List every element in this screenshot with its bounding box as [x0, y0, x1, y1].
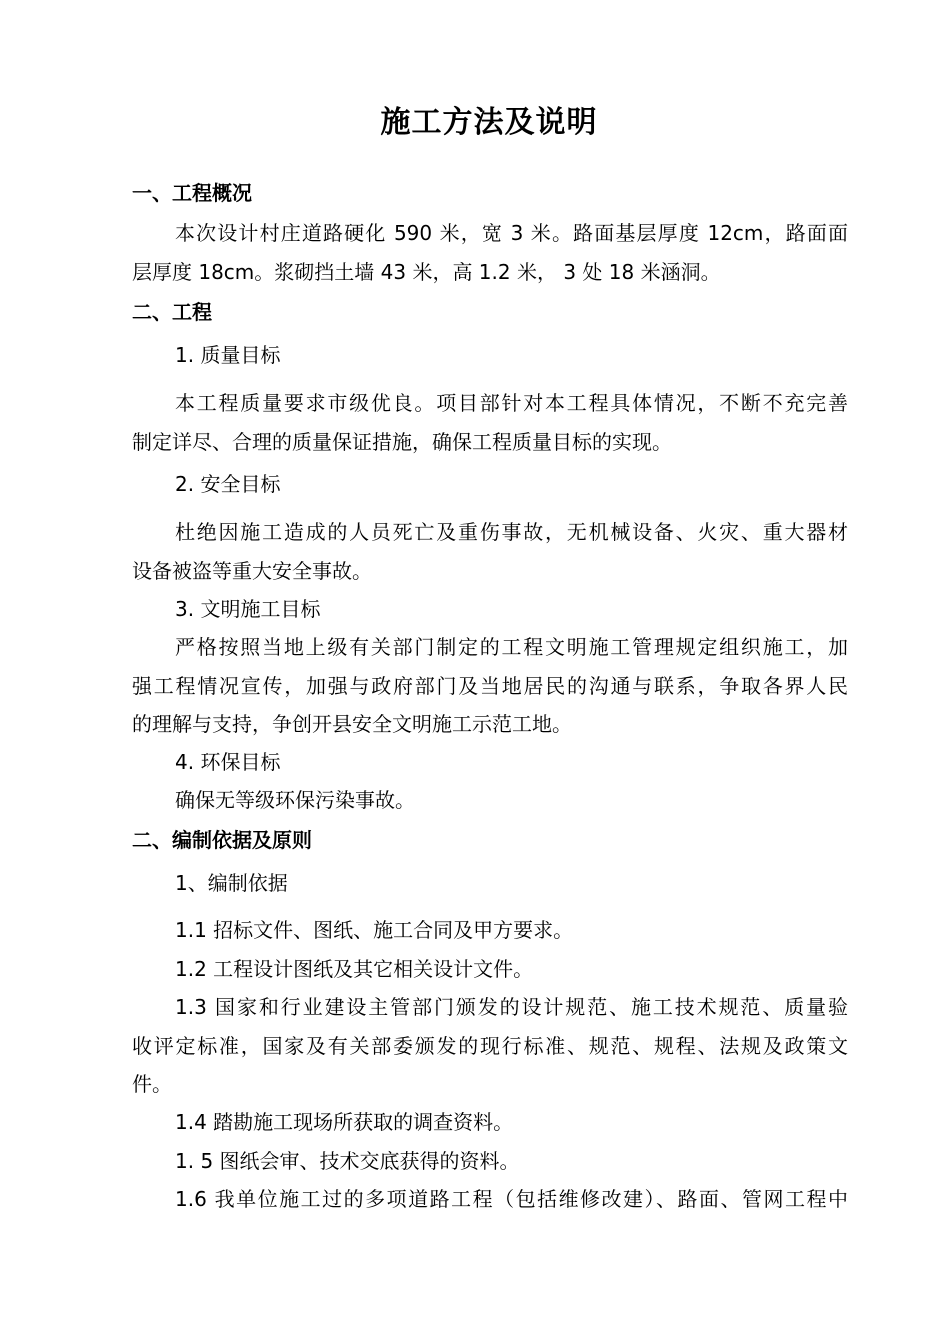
civilized-paragraph-line: 强工程情况宣传，加强与政府部门及当地居民的沟通与联系，争取各界人民 — [132, 674, 848, 698]
basis-item: 1.4 踏勘施工现场所获取的调查资料。 — [175, 1110, 514, 1134]
overview-paragraph-line: 层厚度 18cm。浆砌挡土墙 43 米，高 1.2 米， 3 处 18 米涵洞。 — [132, 260, 721, 284]
basis-item: 1.2 工程设计图纸及其它相关设计文件。 — [175, 957, 534, 981]
section-heading-overview: 一、工程概况 — [132, 181, 252, 205]
section-heading-project: 二、工程 — [132, 300, 212, 324]
basis-item-line: 收评定标准，国家及有关部委颁发的现行标准、规范、规程、法规及政策文 — [132, 1034, 848, 1058]
basis-item-line: 1.3 国家和行业建设主管部门颁发的设计规范、施工技术规范、质量验 — [175, 995, 848, 1019]
overview-paragraph-line: 本次设计村庄道路硬化 590 米，宽 3 米。路面基层厚度 12cm，路面面 — [175, 221, 848, 245]
quality-paragraph-line: 本工程质量要求市级优良。项目部针对本工程具体情况，不断不充完善 — [175, 391, 848, 415]
section-heading-basis: 二、编制依据及原则 — [132, 828, 312, 852]
basis-item: 1.1 招标文件、图纸、施工合同及甲方要求。 — [175, 918, 574, 942]
item-title-environment: 4. 环保目标 — [175, 750, 281, 774]
basis-item: 1. 5 图纸会审、技术交底获得的资料。 — [175, 1149, 520, 1173]
civilized-paragraph-line: 的理解与支持，争创开县安全文明施工示范工地。 — [132, 712, 572, 736]
quality-paragraph-line: 制定详尽、合理的质量保证措施，确保工程质量目标的实现。 — [132, 430, 672, 454]
civilized-paragraph-line: 严格按照当地上级有关部门制定的工程文明施工管理规定组织施工，加 — [175, 635, 848, 659]
item-title-civilized: 3. 文明施工目标 — [175, 597, 321, 621]
sub-title-basis: 1、编制依据 — [175, 871, 288, 895]
safety-paragraph-line: 杜绝因施工造成的人员死亡及重伤事故，无机械设备、火灾、重大器材 — [175, 520, 848, 544]
safety-paragraph-line: 设备被盗等重大安全事故。 — [132, 559, 372, 583]
environment-paragraph-line: 确保无等级环保污染事故。 — [175, 788, 415, 812]
document-title: 施工方法及说明 — [380, 105, 598, 140]
basis-item: 1.6 我单位施工过的多项道路工程（包括维修改建）、路面、管网工程中 — [175, 1187, 848, 1211]
item-title-quality: 1. 质量目标 — [175, 343, 281, 367]
item-title-safety: 2. 安全目标 — [175, 472, 281, 496]
basis-item-line: 件。 — [132, 1072, 172, 1096]
